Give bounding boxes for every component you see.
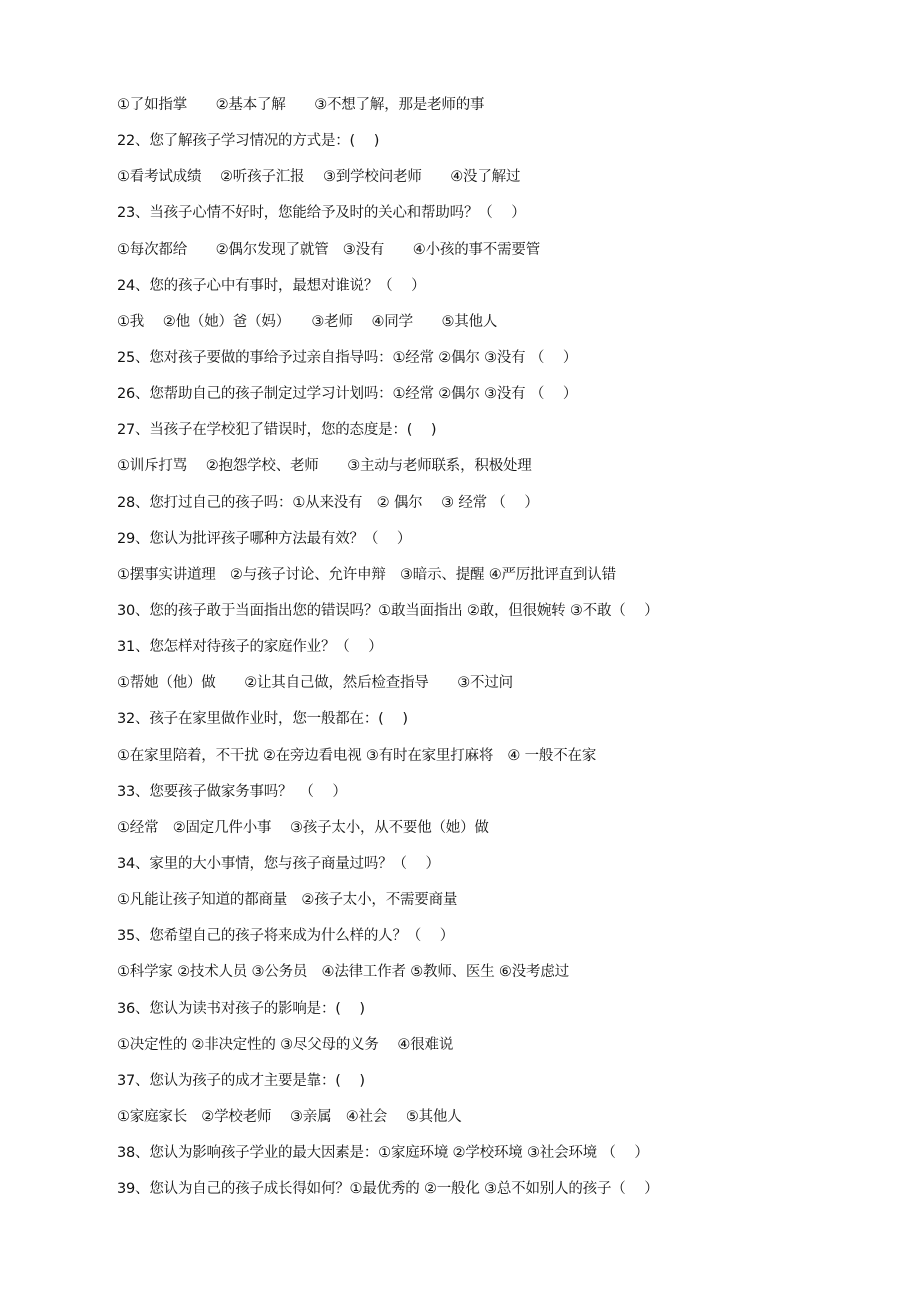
question-29: 29、您认为批评孩子哪种方法最有效？（ ） <box>117 530 412 547</box>
question-35: 35、您希望自己的孩子将来成为什么样的人？（ ） <box>117 928 455 945</box>
question-34: 34、家里的大小事情，您与孩子商量过吗？（ ） <box>117 855 440 872</box>
answer-options-29: ①摆事实讲道理 ②与孩子讨论、允许申辩 ③暗示、提醒 ④严厉批评直到认错 <box>117 566 616 583</box>
question-33: 33、您要孩子做家务事吗？ （ ） <box>117 783 347 800</box>
question-28: 28、您打过自己的孩子吗：①从来没有 ② 偶尔 ③ 经常 （ ） <box>117 494 539 511</box>
question-39: 39、您认为自己的孩子成长得如何？①最优秀的 ②一般化 ③总不如别人的孩子（ ） <box>117 1181 659 1198</box>
answer-options-22: ①看考试成绩 ②听孩子汇报 ③到学校问老师 ④没了解过 <box>117 169 521 186</box>
answer-options-32: ①在家里陪着，不干扰 ②在旁边看电视 ③有时在家里打麻将 ④ 一般不在家 <box>117 747 597 764</box>
question-32: 32、孩子在家里做作业时，您一般都在：( ) <box>117 711 408 728</box>
question-24: 24、您的孩子心中有事时，最想对谁说？（ ） <box>117 277 426 294</box>
answer-options-24: ①我 ②他（她）爸（妈） ③老师 ④同学 ⑤其他人 <box>117 313 498 330</box>
question-27: 27、当孩子在学校犯了错误时，您的态度是：( ) <box>117 422 437 439</box>
questionnaire-lines <box>117 94 817 1214</box>
question-31: 31、您怎样对待孩子的家庭作业？（ ） <box>117 639 383 656</box>
answer-options-33: ①经常 ②固定几件小事 ③孩子太小，从不要他（她）做 <box>117 819 489 836</box>
answer-options-34: ①凡能让孩子知道的都商量 ②孩子太小，不需要商量 <box>117 892 458 909</box>
answer-options-37: ①家庭家长 ②学校老师 ③亲属 ④社会 ⑤其他人 <box>117 1108 462 1125</box>
question-25: 25、您对孩子要做的事给予过亲自指导吗：①经常 ②偶尔 ③没有 （ ） <box>117 349 578 366</box>
answer-options-36: ①决定性的 ②非决定性的 ③尽父母的义务 ④很难说 <box>117 1036 454 1053</box>
question-30: 30、您的孩子敢于当面指出您的错误吗？①敢当面指出 ②敢，但很婉转 ③不敢（ ） <box>117 602 659 619</box>
answer-options-35: ①科学家 ②技术人员 ③公务员 ④法律工作者 ⑤教师、医生 ⑥没考虑过 <box>117 964 569 981</box>
question-37: 37、您认为孩子的成才主要是靠：( ) <box>117 1072 365 1089</box>
answer-options-31: ①帮她（他）做 ②让其自己做，然后检查指导 ③不过问 <box>117 675 513 692</box>
answer-options-27: ①训斥打骂 ②抱怨学校、老师 ③主动与老师联系，积极处理 <box>117 458 532 475</box>
question-26: 26、您帮助自己的孩子制定过学习计划吗：①经常 ②偶尔 ③没有 （ ） <box>117 386 578 403</box>
answer-options-23: ①每次都给 ②偶尔发现了就管 ③没有 ④小孩的事不需要管 <box>117 241 540 258</box>
question-23: 23、当孩子心情不好时，您能给予及时的关心和帮助吗？（ ） <box>117 205 526 222</box>
question-36: 36、您认为读书对孩子的影响是：( ) <box>117 1000 365 1017</box>
question-38: 38、您认为影响孩子学业的最大因素是：①家庭环境 ②学校环境 ③社会环境 （ ） <box>117 1145 649 1162</box>
question-22: 22、您了解孩子学习情况的方式是：( ) <box>117 133 380 150</box>
answer-options-21: ①了如指掌 ②基本了解 ③不想了解，那是老师的事 <box>117 97 485 113</box>
